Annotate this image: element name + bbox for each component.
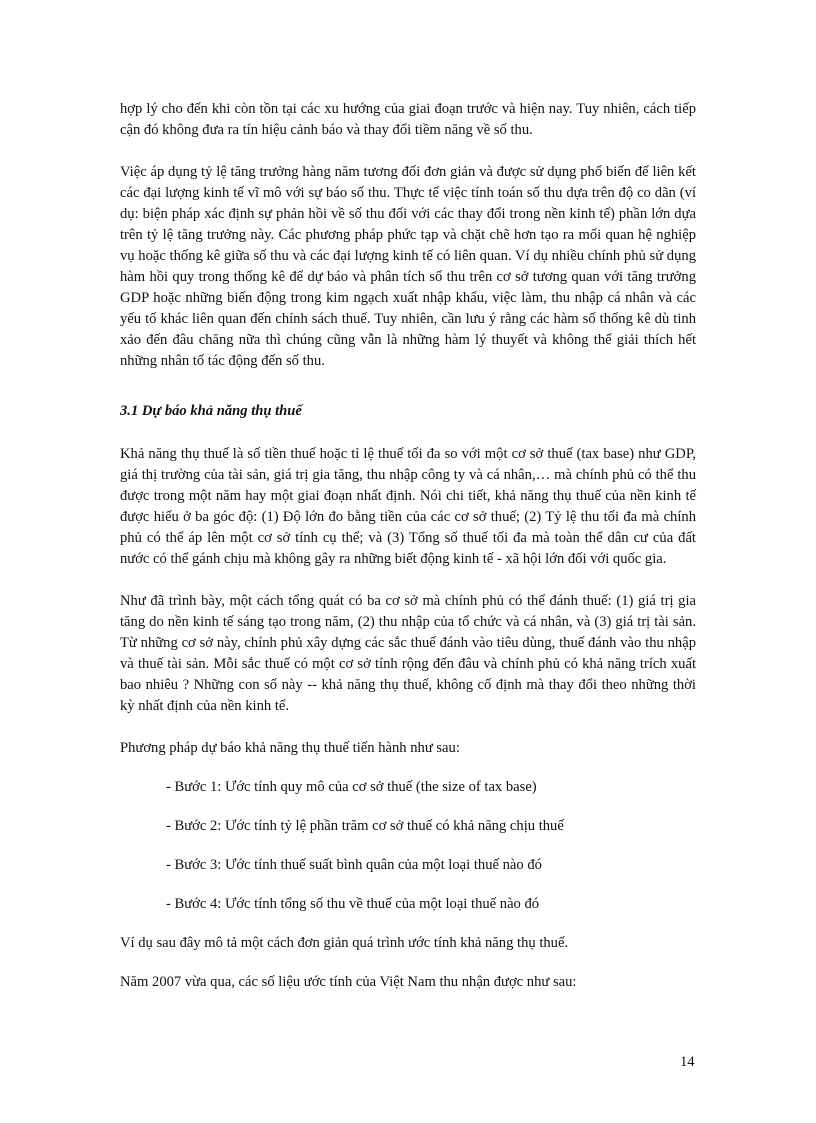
steps-list [120,777,696,915]
paragraph-continuation: hợp lý cho đến khi còn tồn tại các xu hướng của giai đoạn trước và hiện nay. Tuy nhiên, cách tiếp cận đó không đưa ra tín hiệu cảnh báo và thay đổi tiềm năng về số thu. [120,101,696,138]
page-number: 14 [680,1054,695,1070]
paragraph-method-intro: Phương pháp dự báo khả năng thụ thuế tiến hành như sau: [120,740,460,756]
list-item-step-4: - Bước 4: Ước tính tổng số thu về thuế của một loại thuế nào đó [166,896,540,912]
paragraph-growth-rate: Việc áp dụng tỷ lệ tăng trưởng hàng năm tương đối đơn giản và được sử dụng phổ biến để liên kết các đại lượng kinh tế vĩ mô với sự báo số thu. Thực tế việc tính toán số thu dựa trên độ co dãn (ví dụ: biện pháp xác định sự phản hồi về số thu đối với các thay đổi trong nền kinh tế) phần lớn dựa trên tỷ lệ tăng trưởng này. Các phương pháp phức tạp và chặt chẽ hơn tạo ra mối quan hệ nghiệp vụ hoặc thống kê giữa số thu và các đại lượng kinh tế có liên quan. Ví dụ nhiều chính phủ sử dụng hàm hồi quy trong thống kê để dự báo và phân tích số thu trên cơ sở tương quan với tăng trưởng GDP hoặc những biến động trong kim ngạch xuất nhập khẩu, việc làm, thu nhập cá nhân và các yếu tố khác liên quan đến chính sách thuế. Tuy nhiên, cần lưu ý rằng các hàm số thống kê dù tinh xảo đến đâu chăng nữa thì chúng cũng vẫn là những hàm lý thuyết và không thể giải thích hết những nhân tố tác động đến số thu. [120,164,696,369]
paragraph-2007-data-intro: Năm 2007 vừa qua, các số liệu ước tính của Việt Nam thu nhận được như sau: [120,974,577,990]
list-item-step-3: - Bước 3: Ước tính thuế suất bình quân của một loại thuế nào đó [166,857,542,873]
section-heading: 3.1 Dự báo khả năng thụ thuế [120,403,302,419]
paragraph-tax-bases: Như đã trình bày, một cách tổng quát có ba cơ sở mà chính phủ có thể đánh thuế: (1) giá trị gia tăng do nền kinh tế sáng tạo trong năm, (2) thu nhập của tổ chức và cá nhân, và (3) giá trị tài sản. Từ những cơ sở này, chính phủ xây dựng các sắc thuế đánh vào tiêu dùng, thuế đánh vào thu nhập và thuế tài sản. Mỗi sắc thuế có một cơ sở tính rộng đến đâu và chính phủ có khả năng trích xuất bao nhiêu ? Những con số này -- khả năng thụ thuế, không cố định mà thay đổi theo những thời kỳ nhất định của nền kinh tế. [120,593,696,714]
list-item-step-2: - Bước 2: Ước tính tỷ lệ phần trăm cơ sở thuế có khả năng chịu thuế [166,818,564,834]
list-item-step-1: - Bước 1: Ước tính quy mô của cơ sở thuế (the size of tax base) [166,779,537,795]
document-page [120,99,696,993]
paragraph-example-intro: Ví dụ sau đây mô tả một cách đơn giản quá trình ước tính khả năng thụ thuế. [120,935,569,951]
paragraph-tax-capacity-definition: Khả năng thụ thuế là số tiền thuế hoặc tỉ lệ thuế tối đa so với một cơ sở thuế (tax base) như GDP, giá thị trường của tài sản, giá trị gia tăng, thu nhập công ty và cá nhân,… mà chính phủ có thể thu được trong một năm hay một giai đoạn nhất định. Nói chi tiết, khả năng thụ thuế của nền kinh tế được hiểu ở ba góc độ: (1) Độ lớn đo bằng tiền của các cơ sở thuế; (2) Tỷ lệ thu tối đa mà chính phủ có thể áp lên một cơ sở tính cụ thể; và (3) Tổng số thuế tối đa mà toàn thể dân cư của đất nước có thể gánh chịu mà không gây ra những biết động kinh tế - xã hội lớn đối với quốc gia. [120,446,696,567]
